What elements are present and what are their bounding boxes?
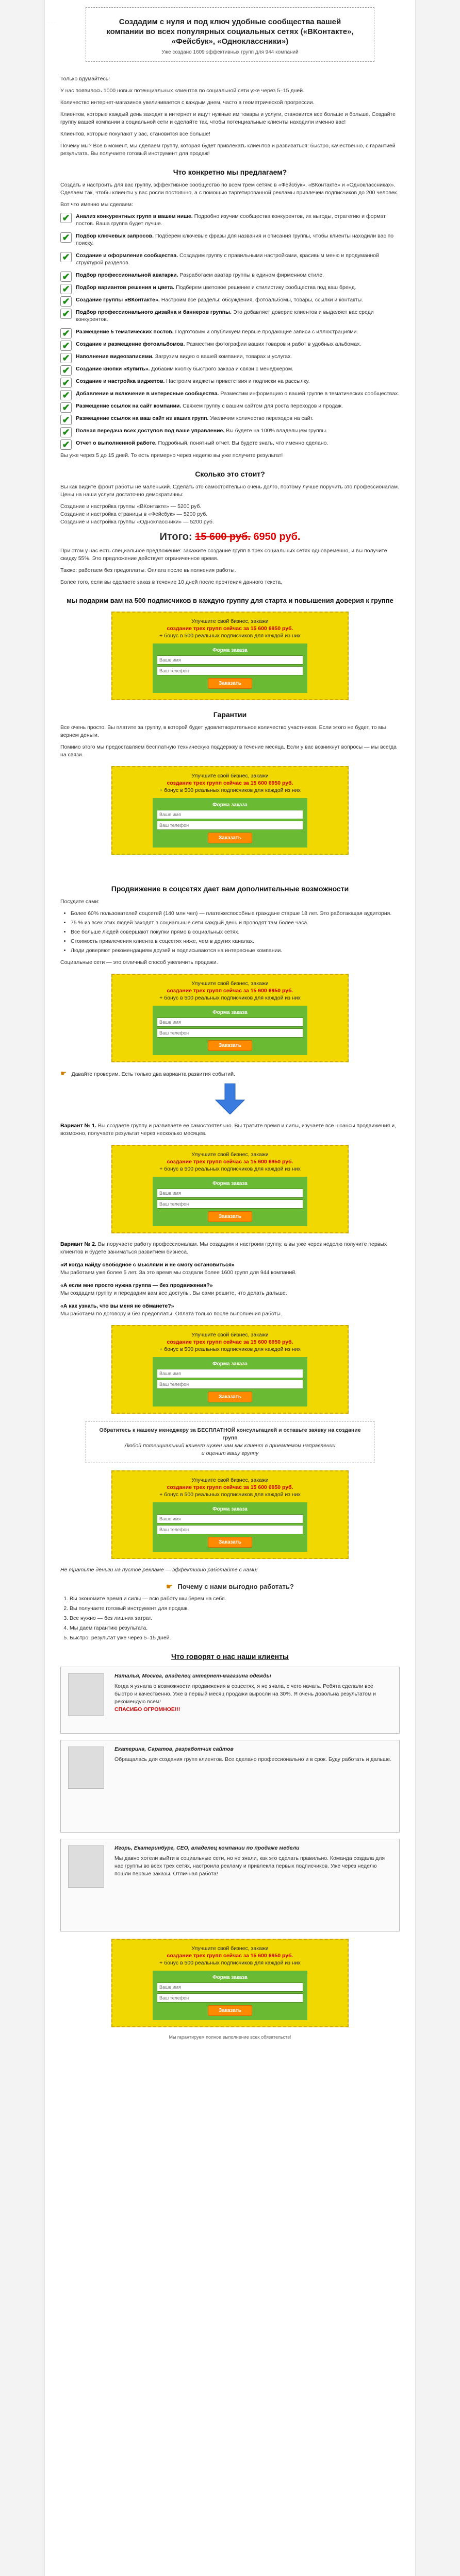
avatar bbox=[68, 1747, 104, 1789]
checkmark-icon: ✔ bbox=[60, 439, 72, 450]
order-cta bbox=[111, 974, 349, 1062]
checklist-item-title: Подбор профессиональной аватарки. bbox=[76, 272, 178, 278]
price-new: 6950 руб. bbox=[253, 531, 301, 543]
promo2-conclusion: Социальные сети — это отличный способ увеличить продажи. bbox=[60, 959, 218, 965]
checklist-item bbox=[60, 353, 400, 363]
order-button[interactable]: Заказать bbox=[208, 1040, 252, 1051]
review-text: Мы давно хотели выйти в социальные сети, но не знали, как это сделать правильно. Команда создала для нас группы во всех трех сетях, настроила рекламу и привлекла первых подписчиков. Уже через неделю пошли первые заказы. Отличная работа! bbox=[114, 1855, 385, 1877]
order-button[interactable]: Заказать bbox=[208, 678, 252, 689]
order-form bbox=[153, 1357, 307, 1406]
checkmark-icon: ✔ bbox=[60, 378, 72, 388]
checklist-item bbox=[60, 390, 400, 400]
why-title bbox=[60, 1582, 400, 1591]
checklist-item-title: Наполнение видеозаписями. bbox=[76, 353, 154, 360]
order-cta bbox=[111, 1325, 349, 1414]
variant-2-text: Вы поручаете работу профессионалам. Мы создадим и настроим группу, а вы уже через неделю получите первых клиентов и будете заниматься развитием бизнеса. bbox=[60, 1241, 387, 1255]
checklist-item-text: Это добавляет доверие клиентов и выделяет вас среди конкурентов. bbox=[76, 309, 374, 323]
checklist-item-text: Разместим информацию о вашей группе в тематических сообществах. bbox=[220, 391, 400, 397]
checklist-item bbox=[60, 402, 400, 413]
checklist-item-title: Подбор профессионального дизайна и баннеров группы. bbox=[76, 309, 232, 315]
checklist-item-text: Подробный, понятный отчет. Вы будете знать, что именно сделано. bbox=[158, 440, 328, 446]
order-form bbox=[153, 798, 307, 848]
checklist-item-text: Подберем ключевые фразы для названия и описания группы, чтобы клиенты находили вас по поиску. bbox=[76, 233, 394, 246]
cost-text-1: Вы как видите фронт работы не маленький. Сделать это самостоятельно очень долго, поэтому лучше поручить это профессионалам. Цены на наши услуги достаточно демократичны: bbox=[60, 484, 399, 498]
cta-line-3: + бонус в 500 реальных подписчиков для каждой из них bbox=[159, 1166, 301, 1172]
question-3 bbox=[60, 1302, 400, 1318]
checklist-item-text: Загрузим видео о вашей компании, товарах и услугах. bbox=[155, 353, 292, 360]
checklist-item bbox=[60, 365, 400, 376]
cta-line-1: Улучшите свой бизнес, закажи bbox=[191, 1477, 269, 1483]
checklist-item-title: Анализ конкурентных групп в вашем нише. bbox=[76, 213, 193, 219]
form-label: Форма заказа bbox=[212, 1010, 248, 1015]
price-total-label: Итого: bbox=[159, 531, 192, 543]
list-item: 2. Вы получаете готовый инструмент для продаж. bbox=[70, 1605, 400, 1613]
checklist-item-title: Размещение ссылок на сайт компании. bbox=[76, 403, 182, 409]
cta-line-3: + бонус в 500 реальных подписчиков для каждой из них bbox=[159, 1346, 301, 1352]
order-cta bbox=[111, 1470, 349, 1559]
offer-checklist bbox=[60, 213, 400, 450]
intro-4: Клиентов, которые каждый день заходят в интернет и ищут нужные им товары и услуги, становится все больше и больше. Создайте группу вашей компании в социальной сети и сделайте так, чтобы потенциальные клиенты находили именно вас! bbox=[60, 111, 396, 125]
phone-input[interactable] bbox=[157, 1380, 303, 1389]
cta-line-3: + бонус в 500 реальных подписчиков для каждой из них bbox=[159, 1960, 301, 1966]
checkmark-icon: ✔ bbox=[60, 328, 72, 338]
checklist-item bbox=[60, 439, 400, 450]
pointing-hand-icon: ☛ bbox=[60, 1069, 67, 1077]
why-list bbox=[70, 1595, 400, 1642]
order-cta bbox=[111, 612, 349, 700]
order-button[interactable]: Заказать bbox=[208, 2005, 252, 2016]
consult-note bbox=[60, 1070, 400, 1078]
cost-text-3: Также: работаем без предоплаты. Оплата после выполнения работы. bbox=[60, 567, 236, 573]
manager-line-2: Любой потенциальный клиент нужен нам как клиент в приемлемом направлении bbox=[124, 1443, 336, 1449]
variant-1 bbox=[60, 1122, 400, 1138]
cost-title: Сколько это стоит? bbox=[195, 470, 265, 478]
answer-text: Мы работаем по договору и без предоплаты. Оплата только после выполнения работы. bbox=[60, 1311, 282, 1317]
cta-line-1: Улучшите свой бизнес, закажи bbox=[191, 1332, 269, 1338]
review-author: Екатерина, Саратов, разработчик сайтов bbox=[114, 1746, 234, 1752]
checkmark-icon: ✔ bbox=[60, 415, 72, 425]
question-text: «А как узнать, что вы меня не обманете?» bbox=[60, 1303, 174, 1309]
checklist-item-title: Создание и настройка виджетов. bbox=[76, 378, 165, 384]
checkmark-icon: ✔ bbox=[60, 365, 72, 376]
cta-line-1: Улучшите свой бизнес, закажи bbox=[191, 980, 269, 987]
checklist-item-text: Настроим виджеты приветствия и подписки на рассылку. bbox=[166, 378, 310, 384]
why-title-text: Почему с нами выгодно работать? bbox=[177, 1583, 294, 1590]
name-input[interactable] bbox=[157, 1018, 303, 1027]
cta-line-2: создание трех групп сейчас за 15 600 6950 руб. bbox=[167, 1953, 293, 1959]
phone-input[interactable] bbox=[157, 1993, 303, 2003]
checkmark-icon: ✔ bbox=[60, 427, 72, 437]
order-form bbox=[153, 1971, 307, 2020]
answer-text: Мы создадим группу и передадим вам все доступы. Вы сами решите, что делать дальше. bbox=[60, 1290, 287, 1296]
list-item: • Стоимость привлечения клиента в соцсетях ниже, чем в других каналах. bbox=[71, 938, 400, 945]
checklist-item bbox=[60, 328, 400, 338]
question-text: «А если мне просто нужна группа — без продвижения?» bbox=[60, 1282, 213, 1289]
after-list: Вы уже через 5 до 15 дней. То есть примерно через неделю вы уже получите результат! bbox=[60, 452, 283, 459]
review-body bbox=[114, 1683, 392, 1714]
list-item: 3. Все нужно — без лишних затрат. bbox=[70, 1615, 400, 1622]
checklist-item bbox=[60, 252, 400, 266]
checklist-item-title: Подбор вариантов решения и цвета. bbox=[76, 284, 175, 291]
cost-text-2: При этом у нас есть специальное предложение: закажите создание групп в трех социальных сетях одновременно, и вы получите скидку 55%. Это предложение действует ограниченное время. bbox=[60, 548, 387, 562]
list-item: • Более 60% пользователей соцсетей (140 млн чел) — платежеспособные граждане старше 18 лет. Это работающая аудитория. bbox=[71, 910, 400, 918]
hero-subtitle: Уже создано 1609 эффективных групп для 944 компаний bbox=[161, 49, 299, 55]
hero-box bbox=[86, 7, 374, 62]
checkmark-icon: ✔ bbox=[60, 272, 72, 282]
order-cta bbox=[111, 1939, 349, 2027]
form-label: Форма заказа bbox=[212, 1506, 248, 1512]
checkmark-icon: ✔ bbox=[60, 309, 72, 319]
cta-line-1: Улучшите свой бизнес, закажи bbox=[191, 773, 269, 779]
checklist-item-title: Создание и оформление сообщества. bbox=[76, 252, 178, 259]
phone-input[interactable] bbox=[157, 821, 303, 830]
consult-note-text: Давайте проверим. Есть только два варианта развития событий. bbox=[71, 1071, 235, 1077]
checklist-item bbox=[60, 284, 400, 294]
cta-line-1: Улучшите свой бизнес, закажи bbox=[191, 1945, 269, 1952]
checklist-item bbox=[60, 213, 400, 227]
checklist-item-text: Подготовим и опубликуем первые продающие записи с иллюстрациями. bbox=[175, 329, 358, 335]
landing-page bbox=[44, 0, 416, 2576]
cta-line-1: Улучшите свой бизнес, закажи bbox=[191, 1151, 269, 1158]
name-input[interactable] bbox=[157, 1514, 303, 1523]
checklist-item-title: Добавление и включение в интересные сообщества. bbox=[76, 391, 219, 397]
checklist-item-text: Подберем цветовое решение и стилистику сообщества под ваш бренд. bbox=[176, 284, 356, 291]
variant-1-label: Вариант № 1. bbox=[60, 1123, 96, 1129]
offer-sub: Вот что именно мы сделаем: bbox=[60, 201, 134, 208]
intro-5: Клиентов, которые покупают у вас, становится все больше! bbox=[60, 131, 210, 137]
checklist-item bbox=[60, 415, 400, 425]
arrow-down-icon bbox=[60, 1083, 400, 1117]
manager-box bbox=[86, 1421, 374, 1463]
checkmark-icon: ✔ bbox=[60, 284, 72, 294]
checklist-item-text: Свяжем группу с вашим сайтом для роста переходов и продаж. bbox=[183, 403, 343, 409]
guarantee-title: Гарантии bbox=[213, 710, 247, 719]
list-item: • Все больше людей совершают покупки прямо в социальных сетях. bbox=[71, 928, 400, 936]
checklist-item bbox=[60, 309, 400, 323]
checklist-item bbox=[60, 296, 400, 307]
order-form bbox=[153, 643, 307, 693]
checkmark-icon: ✔ bbox=[60, 353, 72, 363]
price-row: Создание и настройка страницы в «Фейсбук» — 5200 руб. bbox=[60, 511, 208, 517]
cta-line-3: + бонус в 500 реальных подписчиков для каждой из них bbox=[159, 787, 301, 793]
review-card bbox=[60, 1839, 400, 1931]
review-text: Когда я узнала о возможности продвижения в соцсетях, я не знала, с чего начать. Ребята сделали все быстро и качественно. Уже в первый месяц продажи выросли на 30%. Я очень довольна результатом и рекомендую всем! bbox=[114, 1683, 376, 1705]
price-list bbox=[60, 503, 400, 526]
phone-input[interactable] bbox=[157, 1199, 303, 1209]
order-cta bbox=[111, 1145, 349, 1233]
cta-line-2: создание трех групп сейчас за 15 600 6950 руб. bbox=[167, 1159, 293, 1165]
checklist-item-title: Создание кнопки «Купить». bbox=[76, 366, 150, 372]
name-input[interactable] bbox=[157, 1189, 303, 1198]
price-row: Создание и настройка группы «Одноклассники» — 5200 руб. bbox=[60, 519, 214, 525]
list-item: • 75 % из всех этих людей заходят в социальные сети каждый день и проводят там более часа. bbox=[71, 919, 400, 927]
question-2 bbox=[60, 1282, 400, 1297]
variant-2 bbox=[60, 1241, 400, 1256]
name-input[interactable] bbox=[157, 1369, 303, 1378]
checklist-item-title: Размещение 5 тематических постов. bbox=[76, 329, 174, 335]
checklist-item-text: Создадим группу с правильными настройками, красивым меню и продуманной структурой разделов. bbox=[76, 252, 379, 266]
intro-1: Только вдумайтесь! bbox=[60, 76, 110, 82]
checkmark-icon: ✔ bbox=[60, 341, 72, 351]
hero-title: Создадим с нуля и под ключ удобные сообщества вашей компании во всех популярных социальных сетях («ВКонтакте», «Фейсбук», «Одноклассники») bbox=[106, 18, 354, 46]
checklist-item-text: Увеличим количество переходов на сайт. bbox=[210, 415, 314, 421]
checklist-item-title: Создание и размещение фотоальбомов. bbox=[76, 341, 185, 347]
avatar bbox=[68, 1845, 104, 1888]
promo2-title: Продвижение в соцсетях дает вам дополнительные возможности bbox=[111, 885, 349, 893]
promo-heading: мы подарим вам на 500 подписчиков в каждую группу для старта и повышения доверия к группе bbox=[67, 597, 393, 604]
form-label: Форма заказа bbox=[212, 1361, 248, 1367]
checklist-item bbox=[60, 232, 400, 247]
order-button[interactable]: Заказать bbox=[208, 1537, 252, 1548]
answer-text: Мы работаем уже более 5 лет. За это время мы создали более 1600 групп для 944 компаний. bbox=[60, 1269, 297, 1276]
promo2-intro: Посудите сами: bbox=[60, 899, 100, 905]
offer-intro: Создать и настроить для вас группу, эффективное сообщество по всем трем сетям: в «Фейсбук», «ВКонтакте» и «Одноклассниках». Сделаем так, чтобы клиенты у вас росли постоянно, а с помощью таргетированной рекламы привлечем подписчиков до 200 человек. bbox=[60, 182, 399, 196]
cta-line-2: создание трех групп сейчас за 15 600 6950 руб. bbox=[167, 780, 293, 786]
order-form bbox=[153, 1177, 307, 1226]
review-text: Обращалась для создания групп клиентов. Все сделано профессионально и в срок. Буду работать и дальше. bbox=[114, 1756, 392, 1762]
checklist-item-text: Подробно изучим сообщества конкурентов, их выгоды, стратегию и формат постов. Ваша группа будет лучше. bbox=[76, 213, 386, 227]
checkmark-icon: ✔ bbox=[60, 232, 72, 243]
form-label: Форма заказа bbox=[212, 802, 248, 808]
order-button[interactable]: Заказать bbox=[208, 1211, 252, 1222]
cta-line-3: + бонус в 500 реальных подписчиков для каждой из них bbox=[159, 995, 301, 1001]
offer-title: Что конкретно мы предлагаем? bbox=[173, 168, 287, 176]
name-input[interactable] bbox=[157, 810, 303, 819]
order-form bbox=[153, 1502, 307, 1552]
variant-2-label: Вариант № 2. bbox=[60, 1241, 96, 1247]
form-label: Форма заказа bbox=[212, 1181, 248, 1187]
checklist-item bbox=[60, 272, 400, 282]
intro-2: У нас появилось 1000 новых потенциальных клиентов по социальной сети уже через 5–15 дней. bbox=[60, 88, 304, 94]
manager-line-3: и оценит вашу группу bbox=[201, 1450, 259, 1456]
review-thanks: СПАСИБО ОГРОМНОЕ!!! bbox=[114, 1706, 180, 1713]
checkmark-icon: ✔ bbox=[60, 296, 72, 307]
list-item: 4. Мы даем гарантию результата. bbox=[70, 1624, 400, 1632]
reviews-title: Что говорят о нас наши клиенты bbox=[171, 1652, 289, 1660]
cta-line-1: Улучшите свой бизнес, закажи bbox=[191, 618, 269, 624]
order-cta bbox=[111, 766, 349, 855]
checklist-item bbox=[60, 427, 400, 437]
price-row: Создание и настройка группы «ВКонтакте» — 5200 руб. bbox=[60, 503, 202, 510]
promo2-bullets bbox=[71, 910, 400, 955]
intro-3: Количество интернет-магазинов увеличивается с каждым днем, часто в геометрической прогрессии. bbox=[60, 99, 315, 106]
review-author: Наталья, Москва, владелец интернет-магазина одежды bbox=[114, 1673, 271, 1679]
guarantee-text-1: Все очень просто. Вы платите за группу, в которой будет удовлетворительное количество участников. Если этого не будет, то мы вернем деньги. bbox=[60, 724, 386, 738]
form-label: Форма заказа bbox=[212, 1975, 248, 1980]
time-note: Не тратьте деньги на пустое рекламе — эффективно работайте с нами! bbox=[60, 1567, 258, 1573]
checklist-item-title: Полная передача всех доступов под ваше управление. bbox=[76, 428, 225, 434]
avatar bbox=[68, 1673, 104, 1716]
checklist-item-text: Разработаем аватар группы в едином фирменном стиле. bbox=[179, 272, 324, 278]
checkmark-icon: ✔ bbox=[60, 213, 72, 223]
watermark: · · · bbox=[48, 21, 56, 26]
order-button[interactable]: Заказать bbox=[208, 833, 252, 843]
name-input[interactable] bbox=[157, 655, 303, 665]
checklist-item-title: Создание группы «ВКонтакте». bbox=[76, 297, 160, 303]
review-card bbox=[60, 1667, 400, 1734]
intro-6: Почему мы? Все в момент, мы сделаем группу, которая будет привлекать клиентов и развиваться: быстро, качественно, с гарантией результата. Вы получаете готовый инструмент для продаж! bbox=[60, 143, 396, 157]
order-form bbox=[153, 1006, 307, 1055]
list-item: 5. Быстро: результат уже через 5–15 дней. bbox=[70, 1634, 400, 1642]
guarantee-text-2: Помимо этого мы предоставляем бесплатную техническую поддержку в течение месяца. Если у вас возникнут вопросы — мы всегда на связи. bbox=[60, 744, 397, 758]
cta-line-2: создание трех групп сейчас за 15 600 6950 руб. bbox=[167, 1339, 293, 1345]
manager-line-1: Обратитесь к нашему менеджеру за БЕСПЛАТНОЙ консультацией и оставьте заявку на создание групп bbox=[99, 1427, 361, 1441]
checklist-item-text: Настроим все разделы: обсуждения, фотоальбомы, товары, ссылки и контакты. bbox=[161, 297, 364, 303]
price-old: 15 600 руб. bbox=[195, 531, 251, 543]
checklist-item bbox=[60, 378, 400, 388]
list-item: • Люди доверяют рекомендациям друзей и подписываются на интересные компании. bbox=[71, 947, 400, 955]
price-total bbox=[60, 531, 400, 543]
list-item: 1. Вы экономите время и силы — всю работу мы берем на себя. bbox=[70, 1595, 400, 1603]
order-button[interactable]: Заказать bbox=[208, 1392, 252, 1402]
review-card bbox=[60, 1740, 400, 1833]
question-1 bbox=[60, 1261, 400, 1277]
pointing-hand-icon: ☛ bbox=[166, 1582, 173, 1590]
checkmark-icon: ✔ bbox=[60, 402, 72, 413]
cta-line-2: создание трех групп сейчас за 15 600 6950 руб. bbox=[167, 988, 293, 994]
question-text: «И когда найду свободное с мыслями и не смогу остановиться» bbox=[60, 1262, 235, 1268]
cta-line-2: создание трех групп сейчас за 15 600 6950 руб. bbox=[167, 625, 293, 632]
cta-line-2: создание трех групп сейчас за 15 600 6950 руб. bbox=[167, 1484, 293, 1490]
cost-text-4: Более того, если вы сделаете заказ в течение 10 дней после прочтения данного текста, bbox=[60, 579, 283, 585]
checklist-item-title: Размещение ссылок на ваш сайт из ваших групп. bbox=[76, 415, 209, 421]
phone-input[interactable] bbox=[157, 1028, 303, 1038]
checklist-item-text: Разместим фотографии ваших товаров и работ в удобных альбомах. bbox=[186, 341, 362, 347]
checklist-item bbox=[60, 341, 400, 351]
checklist-item-text: Вы будете на 100% владельцем группы. bbox=[226, 428, 327, 434]
form-label: Форма заказа bbox=[212, 648, 248, 653]
cta-line-3: + бонус в 500 реальных подписчиков для каждой из них bbox=[159, 633, 301, 639]
review-author: Игорь, Екатеринбург, CEO, владелец компании по продаже мебели bbox=[114, 1845, 300, 1851]
checkmark-icon: ✔ bbox=[60, 390, 72, 400]
cta-line-3: + бонус в 500 реальных подписчиков для каждой из них bbox=[159, 1492, 301, 1498]
checklist-item-text: Добавим кнопку быстрого заказа и связи с менеджером. bbox=[151, 366, 293, 372]
checklist-item-title: Отчет о выполненной работе. bbox=[76, 440, 157, 446]
footer-note: Мы гарантируем полное выполнение всех обязательств! bbox=[169, 2035, 291, 2040]
phone-input[interactable] bbox=[157, 1525, 303, 1534]
name-input[interactable] bbox=[157, 1982, 303, 1992]
checkmark-icon: ✔ bbox=[60, 252, 72, 262]
phone-input[interactable] bbox=[157, 666, 303, 675]
checklist-item-title: Подбор ключевых запросов. bbox=[76, 233, 154, 239]
variant-1-text: Вы создаете группу и развиваете ее самостоятельно. Вы тратите время и силы, изучаете все нюансы продвижения и, возможно, получаете результат через несколько месяцев. bbox=[60, 1123, 397, 1137]
